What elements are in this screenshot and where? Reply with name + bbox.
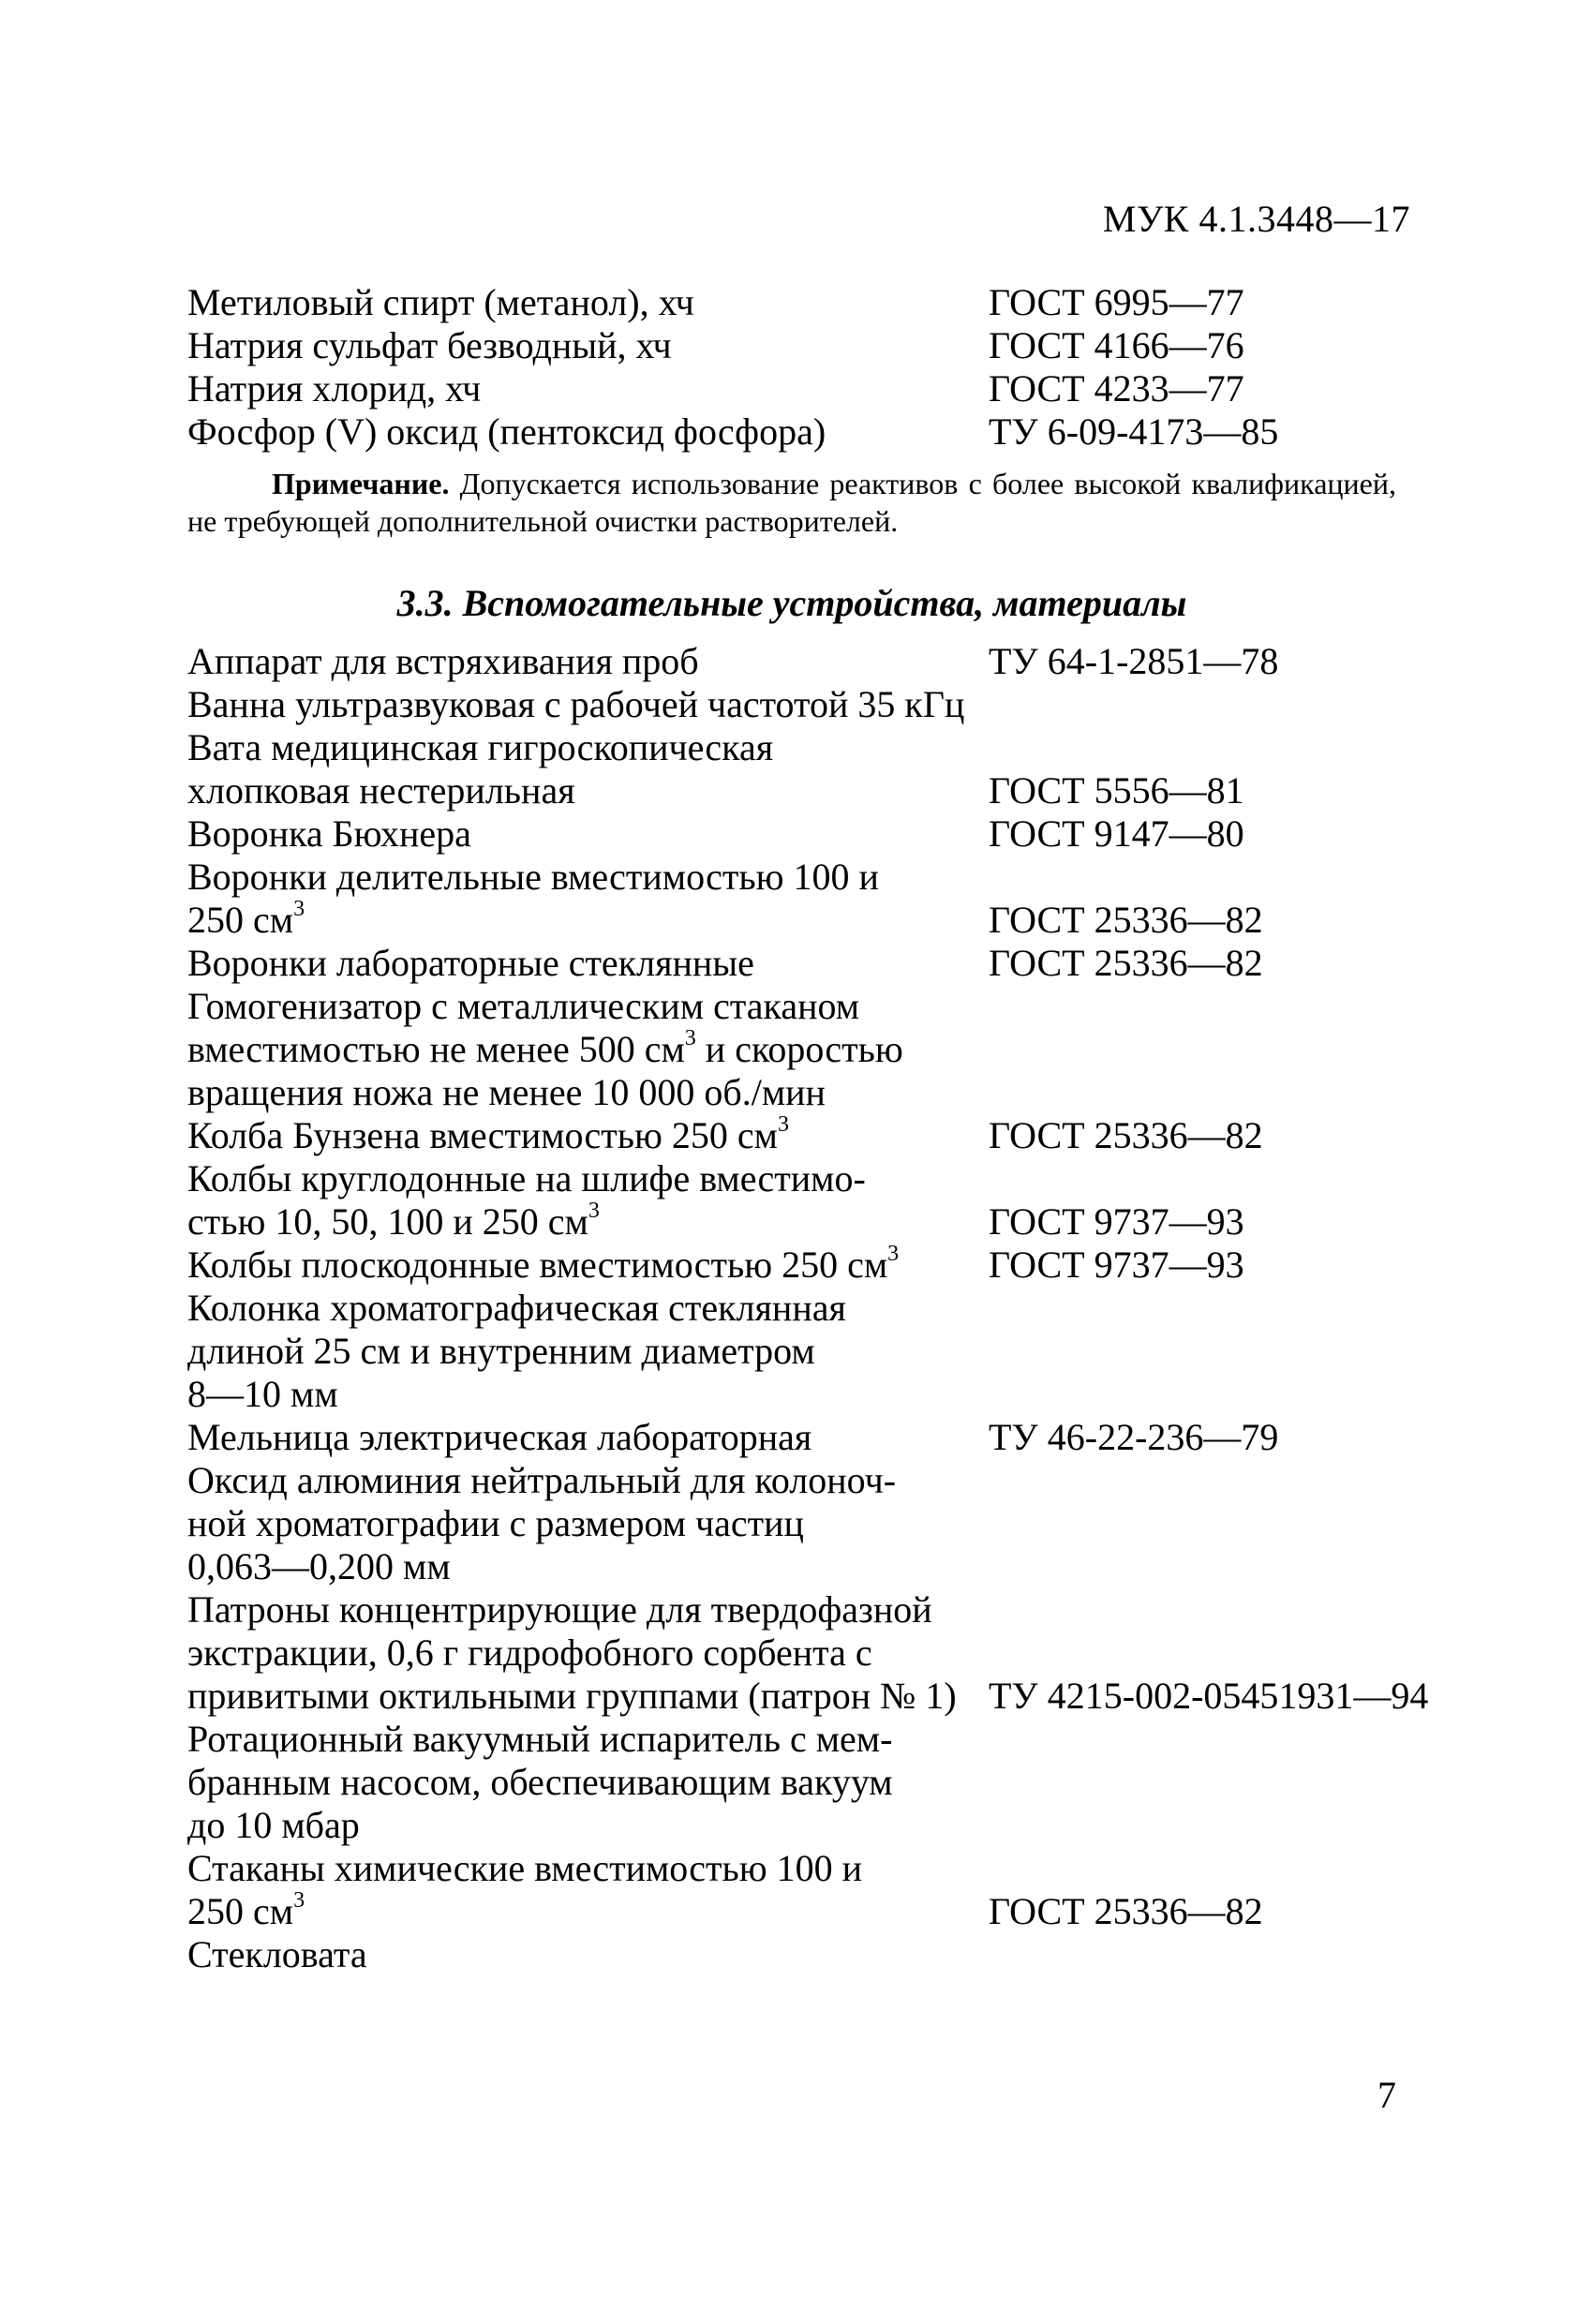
equipment-name-line: Вата медицинская гигроскопическая xyxy=(187,726,774,768)
superscript: 3 xyxy=(777,1111,789,1137)
equipment-standard: ГОСТ 9147—80 xyxy=(989,812,1244,855)
superscript: 3 xyxy=(887,1241,900,1266)
equipment-name: Воронка Бюхнера xyxy=(187,812,471,855)
equipment-name-text: 250 см xyxy=(187,899,294,941)
equipment-name: Аппарат для встряхивания проб xyxy=(187,640,699,682)
equipment-name-line: Патроны концентрирующие для твердофазной xyxy=(187,1588,932,1631)
equipment-name xyxy=(187,726,989,812)
reagent-row xyxy=(187,367,1443,410)
equipment-name-line: привитыми октильными группами (патрон № 1) xyxy=(187,1675,957,1717)
equipment-name-line: бранным насосом, обеспечивающим вакуум xyxy=(187,1761,893,1803)
equipment-row xyxy=(187,1241,1443,1287)
section-title: 3.3. Вспомогательные устройства, материалы xyxy=(396,582,1187,624)
equipment-name-text: вместимостью не менее 500 см xyxy=(187,1028,685,1070)
page-number: 7 xyxy=(1377,2074,1396,2116)
reagent-name: Натрия сульфат безводный, хч xyxy=(187,324,672,366)
equipment-row xyxy=(187,1459,1443,1588)
equipment-row xyxy=(187,640,1443,683)
equipment-name: Ванна ультразвуковая с рабочей частотой 35 кГц xyxy=(187,683,965,725)
equipment-name-line xyxy=(187,1025,989,1071)
equipment-row xyxy=(187,942,1443,985)
equipment-standard: ГОСТ 25336—82 xyxy=(989,942,1263,984)
equipment-name-line xyxy=(187,896,989,942)
reagent-standard: ГОСТ 4166—76 xyxy=(989,324,1244,366)
equipment-standard: ГОСТ 5556—81 xyxy=(989,769,1244,812)
equipment-name-line: экстракции, 0,6 г гидрофобного сорбента с xyxy=(187,1631,872,1674)
reagent-standard: ГОСТ 6995—77 xyxy=(989,281,1244,323)
equipment-standard: ТУ 46-22-236—79 xyxy=(989,1416,1279,1458)
equipment-standard: ГОСТ 25336—82 xyxy=(989,1114,1263,1156)
equipment-name: Воронки лабораторные стеклянные xyxy=(187,942,754,984)
equipment-row xyxy=(187,1416,1443,1459)
equipment-row xyxy=(187,812,1443,856)
equipment-name xyxy=(187,1157,989,1244)
equipment-name-line: вращения ножа не менее 10 000 об./мин xyxy=(187,1071,826,1113)
document-code-header: МУК 4.1.3448—17 xyxy=(1102,198,1410,240)
equipment-name-line: хлопковая нестерильная xyxy=(187,769,575,812)
equipment-name xyxy=(187,1847,989,1933)
equipment-name-text: Колба Бунзена вместимостью 250 см xyxy=(187,1114,778,1156)
reagent-row xyxy=(187,281,1443,324)
equipment-name-line: 0,063—0,200 мм xyxy=(187,1545,451,1587)
equipment-name-line: Стаканы химические вместимостью 100 и xyxy=(187,1847,863,1889)
equipment-row xyxy=(187,1718,1443,1847)
reagent-list xyxy=(187,281,1443,454)
equipment-name-line: Воронки делительные вместимостью 100 и xyxy=(187,856,879,898)
page-content xyxy=(187,281,1443,1976)
equipment-name-text: и скоростью xyxy=(695,1028,903,1070)
equipment-name xyxy=(187,985,989,1114)
equipment-standard: ГОСТ 9737—93 xyxy=(989,1244,1244,1286)
equipment-name xyxy=(187,1111,989,1157)
equipment-name-line: Колбы круглодонные на шлифе вместимо- xyxy=(187,1157,866,1199)
equipment-name xyxy=(187,1241,989,1287)
equipment-name-line: 8—10 мм xyxy=(187,1373,338,1415)
equipment-name: Мельница электрическая лабораторная xyxy=(187,1416,812,1458)
equipment-row xyxy=(187,985,1443,1114)
equipment-standard: ТУ 64-1-2851—78 xyxy=(989,640,1279,682)
equipment-name xyxy=(187,1287,989,1416)
equipment-name-line xyxy=(187,1887,989,1933)
note-text: Допускается использование реактивов с более высокой квалификацией, не требующей дополнительной очистки растворителей. xyxy=(187,467,1396,538)
equipment-list xyxy=(187,640,1443,1976)
equipment-standard: ГОСТ 25336—82 xyxy=(989,899,1263,941)
reagent-standard: ГОСТ 4233—77 xyxy=(989,367,1244,410)
equipment-name: Стекловата xyxy=(187,1933,367,1975)
equipment-row xyxy=(187,1287,1443,1416)
equipment-name-line xyxy=(187,1200,989,1244)
equipment-name-text: Колбы плоскодонные вместимостью 250 см xyxy=(187,1244,888,1286)
equipment-name-line: длиной 25 см и внутренним диаметром xyxy=(187,1330,815,1372)
equipment-name xyxy=(187,1459,989,1588)
equipment-standard: ТУ 4215-002-05451931—94 xyxy=(989,1675,1429,1717)
equipment-name-line: Оксид алюминия нейтральный для колоноч- xyxy=(187,1459,897,1501)
superscript: 3 xyxy=(588,1198,600,1223)
equipment-row xyxy=(187,856,1443,942)
superscript: 3 xyxy=(293,1887,305,1913)
reagent-row xyxy=(187,410,1443,454)
equipment-row xyxy=(187,1847,1443,1933)
equipment-name-text: стью 10, 50, 100 и 250 см xyxy=(187,1200,588,1243)
reagent-name: Метиловый спирт (метанол), хч xyxy=(187,281,694,323)
equipment-name-line: ной хроматографии с размером частиц xyxy=(187,1502,804,1544)
reagent-name: Натрия хлорид, хч xyxy=(187,367,482,410)
reagent-name: Фосфор (V) оксид (пентоксид фосфора) xyxy=(187,410,826,453)
note-paragraph xyxy=(187,465,1396,540)
note-label: Примечание. xyxy=(272,467,450,500)
equipment-row xyxy=(187,683,1443,726)
equipment-standard: ГОСТ 25336—82 xyxy=(989,1890,1263,1932)
equipment-row xyxy=(187,1588,1443,1718)
equipment-name xyxy=(187,1588,989,1718)
equipment-name-line: Колонка хроматографическая стеклянная xyxy=(187,1287,846,1329)
equipment-row xyxy=(187,1157,1443,1244)
equipment-row xyxy=(187,1111,1443,1157)
equipment-name-text: 250 см xyxy=(187,1890,294,1932)
reagent-standard: ТУ 6-09-4173—85 xyxy=(989,410,1279,453)
superscript: 3 xyxy=(684,1025,696,1050)
reagent-row xyxy=(187,324,1443,367)
equipment-name xyxy=(187,1718,989,1847)
equipment-name-line: Гомогенизатор с металлическим стаканом xyxy=(187,985,860,1027)
equipment-name-line: Ротационный вакуумный испаритель с мем- xyxy=(187,1718,893,1760)
superscript: 3 xyxy=(293,896,305,921)
equipment-name xyxy=(187,856,989,942)
equipment-row xyxy=(187,1933,1443,1976)
equipment-standard: ГОСТ 9737—93 xyxy=(989,1200,1244,1243)
equipment-name-line: до 10 мбар xyxy=(187,1804,360,1846)
equipment-row xyxy=(187,726,1443,812)
